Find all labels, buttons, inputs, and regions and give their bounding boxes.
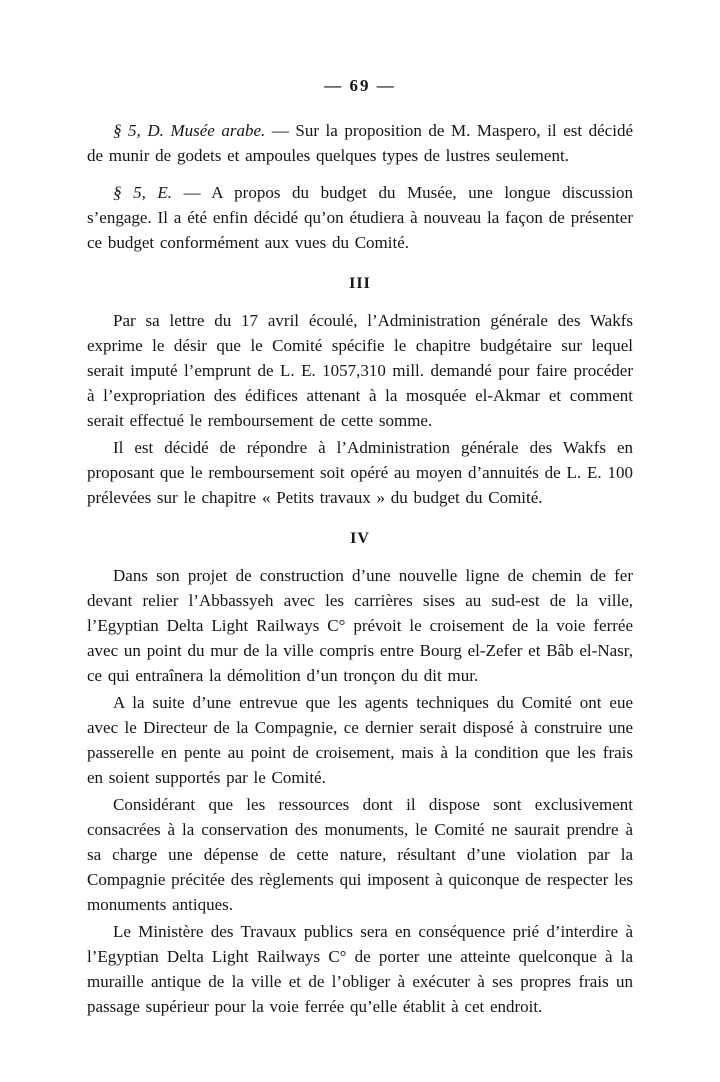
section-5d-label: § 5, D. Musée arabe. [113, 121, 266, 140]
paragraph-iv-1: Dans son projet de construction d’une nouvelle ligne de chemin de fer devant relier l’Abbassyeh avec les carrières sises au sud-est de la ville, l’Egyptian Delta Light Railways C° prévoit le croisement de la voie ferrée avec un point du mur de la ville compris entre Bourg el-Zefer et Bâb el-Nasr, ce qui entraînera la démolition d’un tronçon du dit mur. [87, 566, 633, 685]
section-heading-iii: III [349, 275, 371, 292]
section-5e-label: § 5, E. [113, 183, 173, 202]
section-5d-text: — Sur la proposition de M. Maspero, il est décidé de munir de godets et ampoules quelques types de lustres seulement. [87, 121, 633, 165]
paragraph-iv-4: Le Ministère des Travaux publics sera en conséquence prié d’interdire à l’Egyptian Delta Light Railways C° de porter une atteinte quelconque à la muraille antique de la ville et de l’obliger à exécuter à ses propres frais un passage supérieur pour la voie ferrée qu’elle établit à cet endroit. [87, 922, 633, 1016]
paragraph-section-5e [87, 180, 633, 255]
paragraph-iv-2: A la suite d’une entrevue que les agents techniques du Comité ont eue avec le Directeur de la Compagnie, ce dernier serait disposé à construire une passerelle en pente au point de croisement, mais à la condition que les frais en soient supportés par le Comité. [87, 693, 633, 787]
page-content [87, 118, 633, 1019]
page-number: — 69 — [324, 76, 396, 95]
section-heading-iv: IV [350, 530, 370, 547]
section-5e-text: — A propos du budget du Musée, une longue discussion s’engage. Il a été enfin décidé qu’on étudiera à nouveau la façon de présenter ce budget conformément aux vues du Comité. [87, 183, 633, 252]
paragraph-iv-3: Considérant que les ressources dont il dispose sont exclusivement consacrées à la conservation des monuments, le Comité ne saurait prendre à sa charge une dépense de cette nature, résultant d’une violation par la Compagnie précitée des règlements qui imposent à quiconque de respecter les monuments antiques. [87, 795, 633, 914]
paragraph-iii-1: Par sa lettre du 17 avril écoulé, l’Administration générale des Wakfs exprime le désir que le Comité spécifie le chapitre budgétaire sur lequel serait imputé l’emprunt de L. E. 1057,310 mill. demandé pour faire procéder à l’expropriation des édifices attenant à la mosquée el-Akmar et comment serait effectué le remboursement de cette somme. [87, 311, 633, 430]
paragraph-section-5d [87, 118, 633, 168]
paragraph-iii-2: Il est décidé de répondre à l’Administration générale des Wakfs en proposant que le remboursement soit opéré au moyen d’annuités de L. E. 100 prélevées sur le chapitre « Petits travaux » du budget du Comité. [87, 438, 633, 507]
